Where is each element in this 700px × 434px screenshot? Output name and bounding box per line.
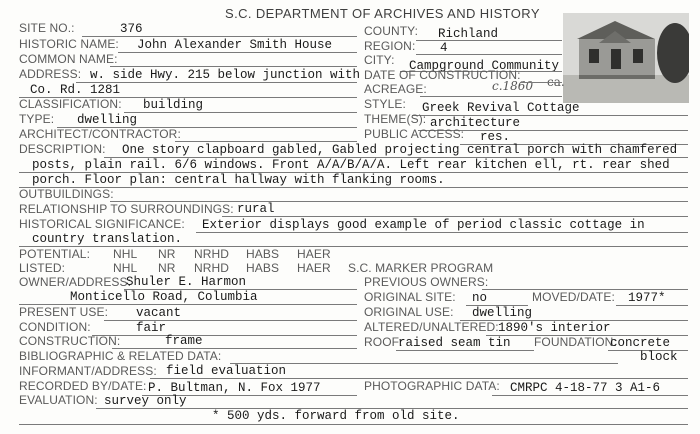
- value-county: Richland: [438, 27, 499, 41]
- value-description-3: porch. Floor plan: central hallway with flanking rooms.: [32, 173, 445, 187]
- label-potential: POTENTIAL:: [19, 247, 91, 261]
- label-address: ADDRESS:: [19, 67, 82, 81]
- listed-habs: HABS: [246, 261, 280, 275]
- label-significance: HISTORICAL SIGNIFICANCE:: [19, 217, 185, 231]
- value-moved-date: 1977*: [628, 291, 666, 305]
- value-significance-1: Exterior displays good example of period classic cottage in: [202, 218, 645, 232]
- value-informant: field evaluation: [166, 364, 287, 378]
- label-informant: INFORMANT/ADDRESS:: [19, 364, 157, 378]
- value-condition: fair: [136, 321, 167, 335]
- label-classification: CLASSIFICATION:: [19, 97, 122, 111]
- potential-habs: HABS: [246, 247, 280, 261]
- value-address-2: Co. Rd. 1281: [30, 83, 121, 97]
- house-photo: [563, 13, 689, 103]
- label-altered: ALTERED/UNALTERED:: [364, 320, 499, 334]
- label-common-name: COMMON NAME:: [19, 52, 118, 66]
- value-foundation-2: block: [640, 350, 678, 364]
- value-significance-2: country translation.: [32, 232, 183, 246]
- value-owner-2: Monticello Road, Columbia: [70, 290, 258, 304]
- label-outbuildings: OUTBUILDINGS:: [19, 187, 114, 201]
- label-historic-name: HISTORIC NAME:: [19, 37, 119, 51]
- label-photographic-data: PHOTOGRAPHIC DATA:: [364, 379, 500, 393]
- listed-nrhd: NRHD: [194, 261, 230, 275]
- label-date-of-construction: DATE OF CONSTRUCTION:: [364, 68, 521, 82]
- label-type: TYPE:: [19, 112, 55, 126]
- label-listed: LISTED:: [19, 261, 66, 275]
- label-construction: CONSTRUCTION:: [19, 334, 121, 348]
- date-handwritten: c.1860: [492, 79, 534, 93]
- label-bibliographic: BIBLIOGRAPHIC & RELATED DATA:: [19, 349, 222, 363]
- label-style: STYLE:: [364, 97, 406, 111]
- listed-haer: HAER: [297, 261, 331, 275]
- value-construction: frame: [165, 334, 203, 348]
- potential-nr: NR: [158, 247, 176, 261]
- label-evaluation: EVALUATION:: [19, 393, 98, 407]
- label-original-use: ORIGINAL USE:: [364, 305, 454, 319]
- label-marker-program: S.C. MARKER PROGRAM: [348, 261, 494, 275]
- value-type: dwelling: [77, 113, 138, 127]
- value-roof: raised seam tin: [398, 336, 511, 350]
- value-original-use: dwelling: [472, 306, 533, 320]
- value-historic-name: John Alexander Smith House: [137, 38, 333, 52]
- label-city: CITY:: [364, 53, 395, 67]
- value-altered: 1890's interior: [498, 321, 611, 335]
- label-public-access: PUBLIC ACCESS:: [364, 127, 465, 141]
- value-description-2: posts, plain rail. 6/6 windows. Front A/A/B/A/A. Left rear kitchen ell, rt. rear shed: [32, 158, 670, 172]
- label-present-use: PRESENT USE:: [19, 305, 109, 319]
- listed-nr: NR: [158, 261, 176, 275]
- label-moved-date: MOVED/DATE:: [532, 290, 615, 304]
- value-recorded-by: P. Bultman, N. Fox 1977: [148, 381, 321, 395]
- label-region: REGION:: [364, 39, 416, 53]
- value-owner-1: Shuler E. Harmon: [126, 275, 247, 289]
- label-roof: ROOF:: [364, 335, 403, 349]
- value-foundation-1: concrete: [610, 336, 671, 350]
- label-previous-owners: PREVIOUS OWNERS:: [364, 275, 489, 289]
- value-region: 4: [440, 41, 448, 55]
- photo-window-right: [633, 49, 643, 63]
- potential-nhl: NHL: [113, 247, 138, 261]
- photo-window-left: [589, 49, 599, 63]
- label-architect: ARCHITECT/CONTRACTOR:: [19, 127, 181, 141]
- value-address-1: w. side Hwy. 215 below junction with: [90, 68, 361, 82]
- photo-foundation: [579, 75, 655, 79]
- label-foundation: FOUNDATION:: [534, 335, 617, 349]
- value-style: Greek Revival Cottage: [422, 101, 580, 115]
- label-description: DESCRIPTION:: [19, 142, 106, 156]
- label-county: COUNTY:: [364, 24, 419, 38]
- listed-nhl: NHL: [113, 261, 138, 275]
- label-original-site: ORIGINAL SITE:: [364, 290, 456, 304]
- value-site-no: 376: [120, 22, 143, 36]
- value-original-site: no: [472, 291, 488, 305]
- label-condition: CONDITION:: [19, 320, 91, 334]
- footnote: * 500 yds. forward from old site.: [212, 409, 460, 423]
- value-public-access: res.: [480, 130, 511, 144]
- label-site-no: SITE NO.:: [19, 21, 75, 35]
- potential-haer: HAER: [297, 247, 331, 261]
- date-ca: ca.: [547, 75, 565, 89]
- value-city: Campground Community: [409, 59, 560, 73]
- value-classification: building: [143, 98, 204, 112]
- label-acreage: ACREAGE:: [364, 82, 427, 96]
- value-evaluation: survey only: [104, 394, 187, 408]
- value-present-use: vacant: [136, 306, 182, 320]
- value-relationship: rural: [237, 202, 275, 216]
- label-relationship: RELATIONSHIP TO SURROUNDINGS:: [19, 202, 234, 216]
- value-themes: architecture: [430, 116, 521, 130]
- label-themes: THEME(S):: [364, 112, 427, 126]
- value-description-1: One story clapboard gabled, Gabled projecting central porch with chamfered: [122, 143, 678, 157]
- label-recorded-by: RECORDED BY/DATE:: [19, 379, 147, 393]
- photo-door: [611, 49, 621, 69]
- value-photographic-data: CMRPC 4-18-77 3 A1-6: [510, 381, 661, 395]
- potential-nrhd: NRHD: [194, 247, 230, 261]
- label-owner: OWNER/ADDRESS:: [19, 275, 132, 289]
- header-title: S.C. DEPARTMENT OF ARCHIVES AND HISTORY: [225, 6, 540, 21]
